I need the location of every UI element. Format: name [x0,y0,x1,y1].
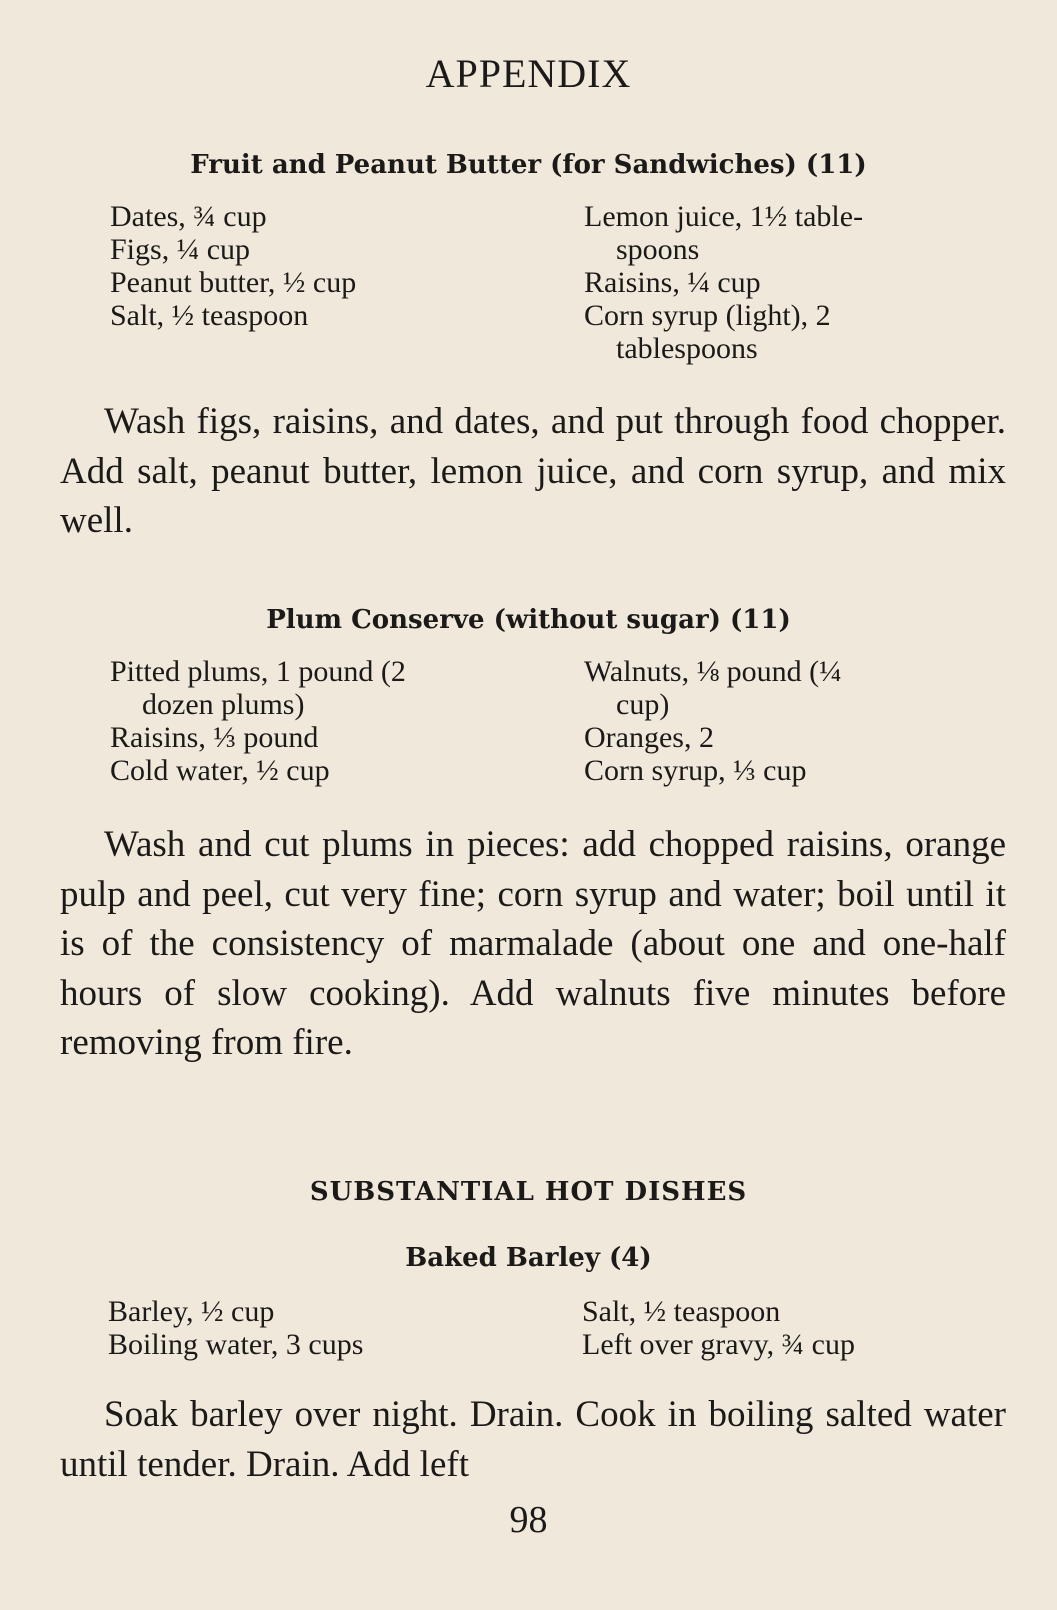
ingredients-right-baked-barley [582,1295,855,1361]
ingredient-line: tablespoons [616,332,758,365]
recipe-title-plum-conserve: Plum Conserve (without sugar) (11) [266,605,791,635]
directions-plum-conserve: Wash and cut plums in pieces: add chopped raisins, orange pulp and peel, cut very fine; corn syrup and water; boil until it is of the consistency of marmalade (about one and one-half hours of slow cooking). Add walnuts five minutes before removing from fire. [60,824,1006,1063]
ingredients-left-fruit-peanut-butter [110,200,356,332]
recipe-title-fruit-peanut-butter: Fruit and Peanut Butter (for Sandwiches) (11) [190,150,867,180]
ingredient-line: Lemon juice, 1½ table- [584,200,864,233]
ingredient-line: cup) [616,688,670,721]
ingredient-line: Corn syrup (light), 2 [584,299,831,332]
ingredient-line: Raisins, ¼ cup [584,266,761,299]
running-head: APPENDIX [425,51,632,96]
ingredients-left-baked-barley [108,1295,363,1361]
ingredient-line: Figs, ¼ cup [110,233,251,266]
ingredient-line: Cold water, ½ cup [110,754,330,787]
ingredient-line: Raisins, ⅓ pound [110,721,319,754]
ingredient-line: Corn syrup, ⅓ cup [584,754,807,787]
ingredient-line: spoons [616,233,700,266]
directions-fruit-peanut-butter: Wash figs, raisins, and dates, and put through food chopper. Add salt, peanut butter, lemon juice, and corn syrup, and mix well. [60,401,1006,541]
ingredient-line: Dates, ¾ cup [110,200,267,233]
ingredient-line: dozen plums) [142,688,305,721]
directions-baked-barley: Soak barley over night. Drain. Cook in boiling salted water until tender. Drain. Add left [60,1394,1006,1485]
ingredient-line: Salt, ½ teaspoon [110,299,309,332]
section-heading: SUBSTANTIAL HOT DISHES [309,1177,748,1207]
recipe-title-baked-barley: Baked Barley (4) [405,1243,652,1273]
ingredient-line: Oranges, 2 [584,721,714,754]
ingredient-line: Walnuts, ⅛ pound (¼ [584,655,842,688]
page-number: 98 [509,1499,548,1541]
ingredient-line: Peanut butter, ½ cup [110,266,357,299]
ingredient-line: Salt, ½ teaspoon [582,1295,781,1328]
ingredients-left-plum-conserve [110,655,406,787]
ingredients-right-fruit-peanut-butter [584,200,863,365]
ingredient-line: Pitted plums, 1 pound (2 [110,655,406,688]
ingredient-line: Boiling water, 3 cups [108,1328,364,1361]
ingredient-line: Barley, ½ cup [108,1295,275,1328]
ingredients-right-plum-conserve [584,655,842,787]
ingredient-line: Left over gravy, ¾ cup [582,1328,855,1361]
